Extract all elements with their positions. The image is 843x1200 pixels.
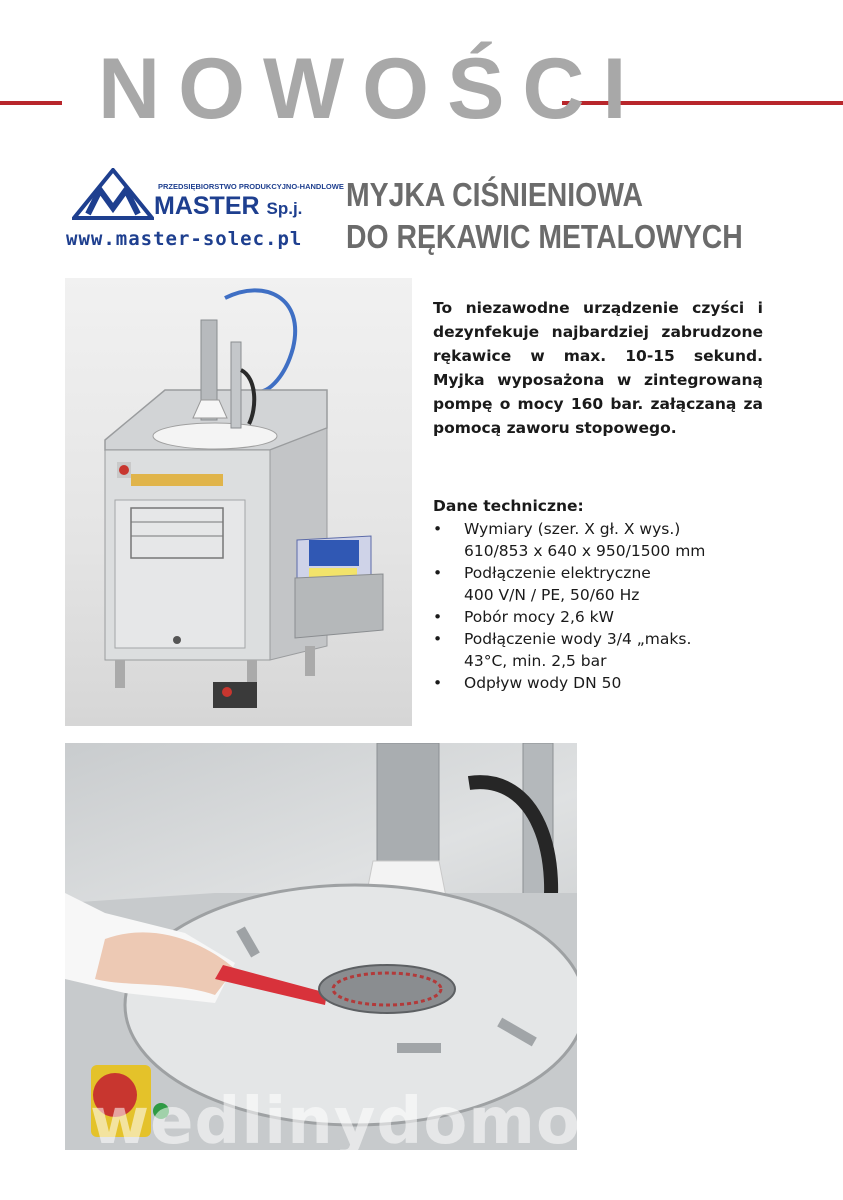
spec-item-drain — [433, 672, 793, 694]
product-description: To niezawodne urządzenie czyści i dezynfekuje najbardziej zabrudzone rękawice w max. 10-15 sekund. Myjka wyposażona w zintegrowaną pompę o mocy 160 bar. załączaną za pomocą zaworu stopowego. — [433, 299, 763, 437]
machine-photo — [65, 278, 412, 726]
company-logo — [66, 168, 344, 254]
logo-company-line: PRZEDSIĘBIORSTWO PRODUKCYJNO-HANDLOWE — [158, 182, 344, 191]
logo-brand-name — [154, 192, 302, 221]
washer-machine-illustration — [65, 278, 412, 726]
page-headline: NOWOŚCI — [98, 41, 645, 137]
spec-line: Podłączenie elektryczne — [464, 564, 651, 582]
company-website: www.master-solec.pl — [66, 228, 303, 250]
product-title-line-2: DO RĘKAWIC METALOWYCH — [346, 218, 743, 255]
spec-item-electrical — [433, 562, 793, 606]
spec-line: 610/853 x 640 x 950/1500 mm — [464, 542, 706, 560]
spec-line: Pobór mocy 2,6 kW — [464, 608, 614, 626]
site-watermark: wedlinydomowe.pl — [90, 1085, 781, 1159]
logo-brand-text: MASTER — [154, 192, 260, 220]
spec-line: Odpływ wody DN 50 — [464, 674, 622, 692]
spec-line: Podłączenie wody 3/4 „maks. — [464, 630, 692, 648]
specs-list — [433, 518, 793, 694]
master-logo-icon — [72, 168, 154, 220]
header-rule-left — [0, 101, 62, 105]
spec-item-dimensions — [433, 518, 793, 562]
specs-heading: Dane techniczne: — [433, 497, 584, 515]
product-title-line-1: MYJKA CIŚNIENIOWA — [346, 176, 643, 213]
spec-item-power — [433, 606, 793, 628]
spec-line: Wymiary (szer. X gł. X wys.) — [464, 520, 681, 538]
product-title — [346, 174, 743, 258]
logo-brand-suffix: Sp.j. — [266, 199, 303, 218]
spec-item-water-supply — [433, 628, 793, 672]
spec-line: 43°C, min. 2,5 bar — [464, 652, 607, 670]
spec-line: 400 V/N / PE, 50/60 Hz — [464, 586, 640, 604]
